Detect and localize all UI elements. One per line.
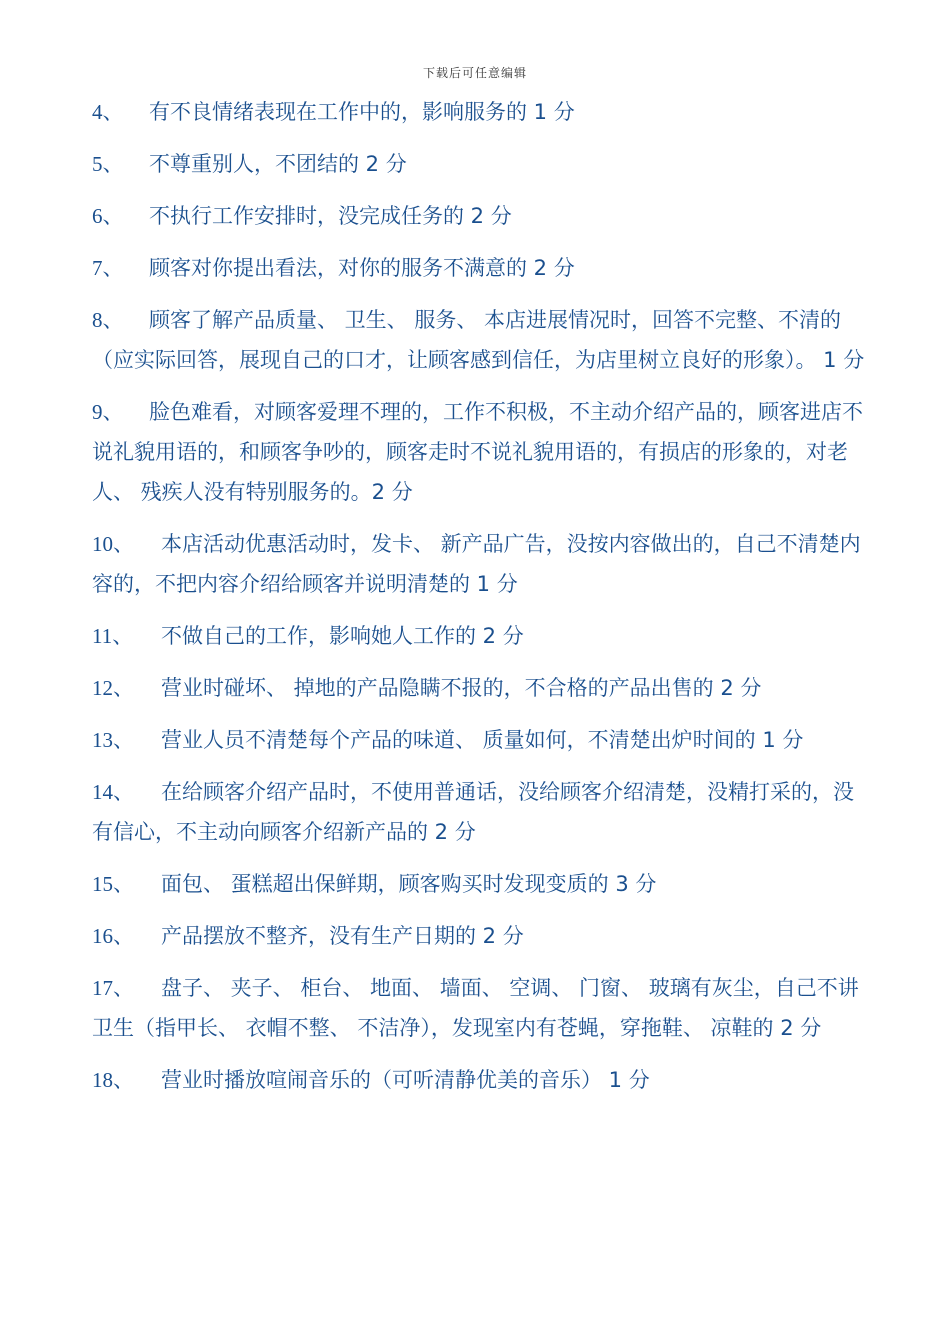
list-item [92, 196, 872, 236]
list-item [92, 720, 872, 760]
item-text: 营业人员不清楚每个产品的味道、 质量如何，不清楚出炉时间的 1 分 [161, 728, 804, 752]
list-item [92, 524, 872, 604]
list-item [92, 392, 872, 512]
list-item [92, 92, 872, 132]
rules-list [92, 92, 872, 1112]
item-text: 顾客了解产品质量、 卫生、 服务、 本店进展情况时，回答不完整、不清的（应实际回答，展现自己的口才，让顾客感到信任，为店里树立良好的形象）。 1 分 [92, 308, 865, 372]
item-number: 11、 [92, 624, 134, 648]
item-text: 有不良情绪表现在工作中的，影响服务的 1 分 [149, 100, 575, 124]
item-text: 盘子、 夹子、 柜台、 地面、 墙面、 空调、 门窗、 玻璃有灰尘，自己不讲卫生（指甲长、 衣帽不整、 不洁净），发现室内有苍蝇，穿拖鞋、 凉鞋的 2 分 [92, 976, 859, 1040]
item-number: 13、 [92, 728, 134, 752]
page-header: 下载后可任意编辑 [422, 66, 527, 80]
item-text: 不尊重别人，不团结的 2 分 [149, 152, 407, 176]
item-number: 16、 [92, 924, 134, 948]
item-number: 7、 [92, 256, 124, 280]
item-text: 不执行工作安排时，没完成任务的 2 分 [149, 204, 512, 228]
item-number: 12、 [92, 676, 134, 700]
item-number: 8、 [92, 308, 124, 332]
item-text: 在给顾客介绍产品时，不使用普通话，没给顾客介绍清楚，没精打采的，没有信心，不主动向顾客介绍新产品的 2 分 [92, 780, 854, 844]
item-text: 脸色难看，对顾客爱理不理的，工作不积极，不主动介绍产品的，顾客进店不说礼貌用语的，和顾客争吵的，顾客走时不说礼貌用语的，有损店的形象的，对老人、 残疾人没有特别服务的。2 分 [92, 400, 863, 504]
item-number: 4、 [92, 100, 124, 124]
item-number: 17、 [92, 976, 134, 1000]
list-item [92, 864, 872, 904]
list-item [92, 616, 872, 656]
item-number: 14、 [92, 780, 134, 804]
item-text: 营业时碰坏、 掉地的产品隐瞒不报的，不合格的产品出售的 2 分 [161, 676, 762, 700]
item-text: 不做自己的工作，影响她人工作的 2 分 [161, 624, 524, 648]
item-number: 9、 [92, 400, 124, 424]
item-text: 面包、 蛋糕超出保鲜期，顾客购买时发现变质的 3 分 [161, 872, 657, 896]
item-number: 6、 [92, 204, 124, 228]
list-item [92, 968, 872, 1048]
list-item [92, 668, 872, 708]
list-item [92, 1060, 872, 1100]
list-item [92, 144, 872, 184]
item-number: 15、 [92, 872, 134, 896]
item-number: 5、 [92, 152, 124, 176]
list-item [92, 772, 872, 852]
item-text: 营业时播放喧闹音乐的（可听清静优美的音乐） 1 分 [161, 1068, 650, 1092]
list-item [92, 248, 872, 288]
item-number: 18、 [92, 1068, 134, 1092]
list-item [92, 300, 872, 380]
item-number: 10、 [92, 532, 134, 556]
list-item [92, 916, 872, 956]
item-text: 本店活动优惠活动时，发卡、 新产品广告，没按内容做出的，自己不清楚内容的，不把内容介绍给顾客并说明清楚的 1 分 [92, 532, 861, 596]
item-text: 顾客对你提出看法，对你的服务不满意的 2 分 [149, 256, 575, 280]
item-text: 产品摆放不整齐，没有生产日期的 2 分 [161, 924, 524, 948]
